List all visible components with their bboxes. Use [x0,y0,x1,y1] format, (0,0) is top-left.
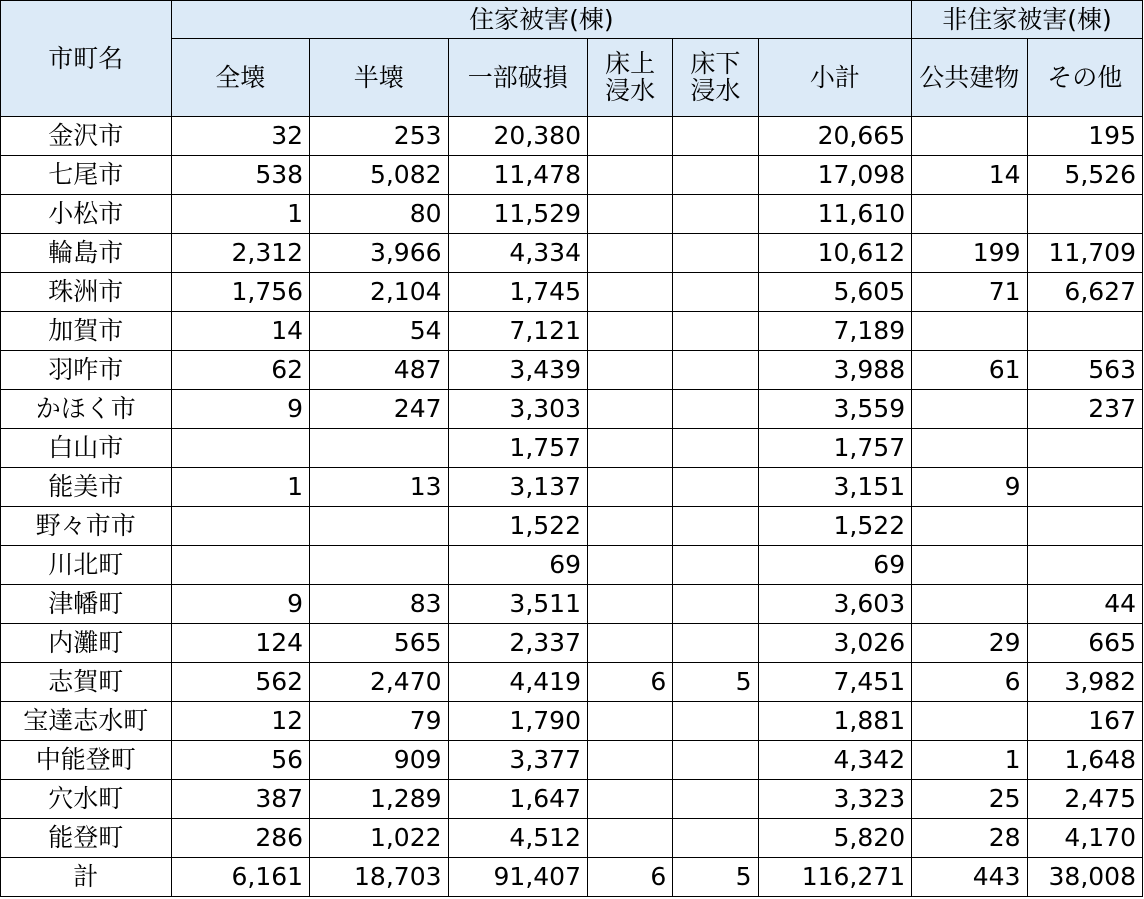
municipality-cell: 穴水町 [1,780,172,819]
total-collapse-cell: 562 [171,663,309,702]
public-buildings-cell [912,507,1027,546]
partial-damage-cell: 11,478 [448,156,587,195]
partial-damage-cell: 3,439 [448,351,587,390]
below-floor-flooding-cell [673,234,758,273]
other-cell: 4,170 [1027,819,1143,858]
partial-damage-cell: 1,745 [448,273,587,312]
other-cell: 167 [1027,702,1143,741]
total-collapse-cell: 6,161 [171,858,309,897]
half-collapse-cell: 80 [310,195,448,234]
table-row [1,117,1143,156]
half-collapse-cell: 2,104 [310,273,448,312]
above-floor-flooding-line1: 床上 [605,49,656,79]
total-collapse-cell: 2,312 [171,234,309,273]
below-floor-flooding-cell [673,390,758,429]
half-collapse-cell: 79 [310,702,448,741]
above-floor-flooding-header [588,39,673,117]
total-collapse-cell: 56 [171,741,309,780]
subtotal-cell: 116,271 [758,858,912,897]
total-collapse-cell: 14 [171,312,309,351]
other-cell: 1,648 [1027,741,1143,780]
below-floor-flooding-cell [673,468,758,507]
municipality-cell: 輪島市 [1,234,172,273]
total-collapse-cell: 9 [171,585,309,624]
half-collapse-cell: 3,966 [310,234,448,273]
other-cell: 563 [1027,351,1143,390]
table-row [1,741,1143,780]
municipality-cell: 宝達志水町 [1,702,172,741]
other-cell [1027,507,1143,546]
municipality-cell: 志賀町 [1,663,172,702]
municipality-cell: 加賀市 [1,312,172,351]
half-collapse-cell: 1,289 [310,780,448,819]
above-floor-flooding-cell [588,507,673,546]
subtotal-cell: 4,342 [758,741,912,780]
above-floor-flooding-cell [588,273,673,312]
half-collapse-cell: 909 [310,741,448,780]
public-buildings-cell: 199 [912,234,1027,273]
below-floor-flooding-cell [673,741,758,780]
partial-damage-cell: 1,790 [448,702,587,741]
partial-damage-cell: 2,337 [448,624,587,663]
half-collapse-cell: 247 [310,390,448,429]
subtotal-cell: 5,820 [758,819,912,858]
half-collapse-cell: 253 [310,117,448,156]
partial-damage-cell: 4,334 [448,234,587,273]
partial-damage-cell: 3,377 [448,741,587,780]
below-floor-flooding-header [673,39,758,117]
other-cell: 237 [1027,390,1143,429]
half-collapse-cell: 18,703 [310,858,448,897]
below-floor-flooding-cell [673,819,758,858]
total-collapse-cell: 286 [171,819,309,858]
table-row [1,468,1143,507]
below-floor-flooding-cell [673,507,758,546]
half-collapse-cell: 2,470 [310,663,448,702]
half-collapse-cell: 5,082 [310,156,448,195]
table-row [1,546,1143,585]
total-collapse-cell: 12 [171,702,309,741]
half-collapse-cell [310,429,448,468]
table-row [1,234,1143,273]
municipality-cell: 野々市市 [1,507,172,546]
partial-damage-cell: 1,522 [448,507,587,546]
subtotal-cell: 10,612 [758,234,912,273]
half-collapse-cell [310,546,448,585]
above-floor-flooding-line2: 浸水 [605,75,656,105]
below-floor-flooding-cell [673,624,758,663]
below-floor-flooding-line1: 床下 [690,49,741,79]
partial-damage-cell: 4,419 [448,663,587,702]
table-row [1,780,1143,819]
nonresidential-damage-header: 非住家被害(棟) [912,1,1143,39]
subtotal-cell: 3,323 [758,780,912,819]
partial-damage-header: 一部破損 [448,39,587,117]
municipality-cell: 能登町 [1,819,172,858]
other-cell: 665 [1027,624,1143,663]
below-floor-flooding-cell [673,195,758,234]
public-buildings-cell [912,429,1027,468]
table-row [1,390,1143,429]
municipality-cell: 白山市 [1,429,172,468]
municipality-cell: 川北町 [1,546,172,585]
residential-damage-header: 住家被害(棟) [171,1,912,39]
subtotal-cell: 1,522 [758,507,912,546]
public-buildings-cell: 25 [912,780,1027,819]
public-buildings-cell: 29 [912,624,1027,663]
table-row [1,585,1143,624]
above-floor-flooding-cell: 6 [588,858,673,897]
half-collapse-cell: 487 [310,351,448,390]
partial-damage-cell: 3,511 [448,585,587,624]
table-row [1,819,1143,858]
public-buildings-cell: 6 [912,663,1027,702]
table-row [1,663,1143,702]
other-cell: 44 [1027,585,1143,624]
municipality-cell: 津幡町 [1,585,172,624]
table-row [1,507,1143,546]
public-buildings-cell: 443 [912,858,1027,897]
below-floor-flooding-line2: 浸水 [690,75,741,105]
partial-damage-cell: 3,303 [448,390,587,429]
above-floor-flooding-cell [588,780,673,819]
partial-damage-cell: 69 [448,546,587,585]
subtotal-cell: 5,605 [758,273,912,312]
municipality-cell: 中能登町 [1,741,172,780]
other-cell: 195 [1027,117,1143,156]
public-buildings-cell [912,702,1027,741]
above-floor-flooding-cell [588,624,673,663]
above-floor-flooding-cell [588,117,673,156]
total-collapse-cell [171,507,309,546]
total-collapse-cell: 1 [171,468,309,507]
below-floor-flooding-cell [673,351,758,390]
partial-damage-cell: 11,529 [448,195,587,234]
subtotal-cell: 3,988 [758,351,912,390]
table-row [1,351,1143,390]
table-row [1,429,1143,468]
public-buildings-header: 公共建物 [912,39,1027,117]
subtotal-cell: 7,451 [758,663,912,702]
above-floor-flooding-cell [588,312,673,351]
subtotal-cell: 3,603 [758,585,912,624]
other-cell [1027,195,1143,234]
total-collapse-cell: 1 [171,195,309,234]
municipality-header: 市町名 [1,1,172,117]
public-buildings-cell: 28 [912,819,1027,858]
other-cell [1027,546,1143,585]
half-collapse-cell [310,507,448,546]
municipality-cell: 七尾市 [1,156,172,195]
total-collapse-cell: 387 [171,780,309,819]
public-buildings-cell [912,312,1027,351]
half-collapse-cell: 1,022 [310,819,448,858]
below-floor-flooding-cell [673,780,758,819]
subtotal-cell: 69 [758,546,912,585]
subtotal-cell: 1,757 [758,429,912,468]
total-row [1,858,1143,897]
above-floor-flooding-cell [588,351,673,390]
below-floor-flooding-cell [673,546,758,585]
above-floor-flooding-cell [588,234,673,273]
above-floor-flooding-cell [588,546,673,585]
total-collapse-cell: 9 [171,390,309,429]
public-buildings-cell [912,195,1027,234]
other-header: その他 [1027,39,1143,117]
municipality-cell: 計 [1,858,172,897]
table-row [1,273,1143,312]
subtotal-cell: 7,189 [758,312,912,351]
table-body [1,117,1143,897]
table-header [1,1,1143,117]
below-floor-flooding-cell: 5 [673,858,758,897]
public-buildings-cell [912,585,1027,624]
partial-damage-cell: 1,647 [448,780,587,819]
public-buildings-cell: 71 [912,273,1027,312]
total-collapse-cell: 538 [171,156,309,195]
other-cell: 2,475 [1027,780,1143,819]
other-cell: 3,982 [1027,663,1143,702]
total-collapse-cell: 62 [171,351,309,390]
other-cell: 11,709 [1027,234,1143,273]
public-buildings-cell: 1 [912,741,1027,780]
subtotal-cell: 1,881 [758,702,912,741]
half-collapse-cell: 565 [310,624,448,663]
subtotal-cell: 3,151 [758,468,912,507]
below-floor-flooding-cell [673,273,758,312]
above-floor-flooding-cell [588,390,673,429]
below-floor-flooding-cell [673,312,758,351]
partial-damage-cell: 20,380 [448,117,587,156]
other-cell: 6,627 [1027,273,1143,312]
partial-damage-cell: 1,757 [448,429,587,468]
below-floor-flooding-cell [673,429,758,468]
above-floor-flooding-cell [588,702,673,741]
table-row [1,624,1143,663]
municipality-cell: 能美市 [1,468,172,507]
table-row [1,312,1143,351]
subtotal-header: 小計 [758,39,912,117]
subtotal-cell: 3,559 [758,390,912,429]
total-collapse-cell: 32 [171,117,309,156]
above-floor-flooding-cell [588,156,673,195]
below-floor-flooding-cell: 5 [673,663,758,702]
half-collapse-cell: 83 [310,585,448,624]
other-cell [1027,312,1143,351]
below-floor-flooding-cell [673,585,758,624]
half-collapse-cell: 13 [310,468,448,507]
partial-damage-cell: 3,137 [448,468,587,507]
above-floor-flooding-cell: 6 [588,663,673,702]
municipality-cell: 内灘町 [1,624,172,663]
other-cell [1027,429,1143,468]
total-collapse-cell [171,546,309,585]
municipality-cell: かほく市 [1,390,172,429]
half-collapse-cell: 54 [310,312,448,351]
public-buildings-cell: 61 [912,351,1027,390]
other-cell: 5,526 [1027,156,1143,195]
below-floor-flooding-cell [673,117,758,156]
partial-damage-cell: 4,512 [448,819,587,858]
below-floor-flooding-cell [673,156,758,195]
subtotal-cell: 3,026 [758,624,912,663]
above-floor-flooding-cell [588,741,673,780]
table-row [1,195,1143,234]
total-collapse-cell: 1,756 [171,273,309,312]
municipality-cell: 小松市 [1,195,172,234]
total-collapse-cell [171,429,309,468]
partial-damage-cell: 91,407 [448,858,587,897]
public-buildings-cell [912,390,1027,429]
half-collapse-header: 半壊 [310,39,448,117]
subtotal-cell: 11,610 [758,195,912,234]
above-floor-flooding-cell [588,429,673,468]
subtotal-cell: 20,665 [758,117,912,156]
below-floor-flooding-cell [673,702,758,741]
partial-damage-cell: 7,121 [448,312,587,351]
public-buildings-cell [912,117,1027,156]
table-row [1,702,1143,741]
municipality-cell: 珠洲市 [1,273,172,312]
total-collapse-header: 全壊 [171,39,309,117]
above-floor-flooding-cell [588,195,673,234]
municipality-cell: 金沢市 [1,117,172,156]
above-floor-flooding-cell [588,585,673,624]
municipality-cell: 羽咋市 [1,351,172,390]
above-floor-flooding-cell [588,468,673,507]
table-row [1,156,1143,195]
public-buildings-cell: 14 [912,156,1027,195]
total-collapse-cell: 124 [171,624,309,663]
public-buildings-cell: 9 [912,468,1027,507]
other-cell [1027,468,1143,507]
above-floor-flooding-cell [588,819,673,858]
other-cell: 38,008 [1027,858,1143,897]
public-buildings-cell [912,546,1027,585]
subtotal-cell: 17,098 [758,156,912,195]
